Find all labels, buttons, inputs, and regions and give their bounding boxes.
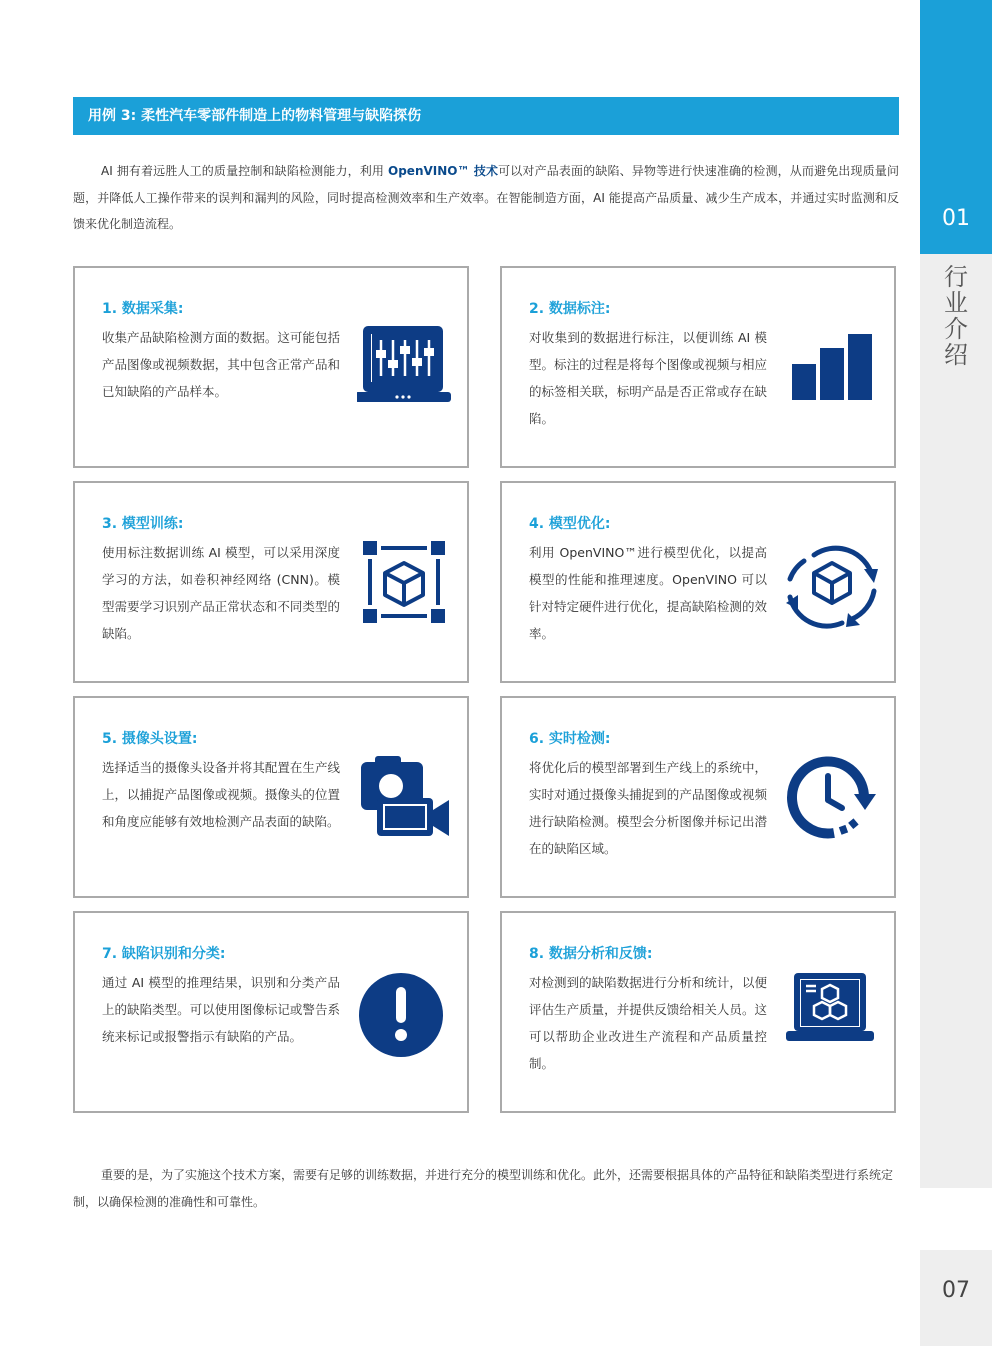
clock-realtime-icon: [784, 754, 884, 844]
card-title: 6. 实时检测:: [529, 731, 611, 747]
section-title: 用例 3: 柔性汽车零部件制造上的物料管理与缺陷探伤: [73, 97, 899, 135]
card-title: 8. 数据分析和反馈:: [529, 946, 653, 962]
cube-scan-icon: [357, 539, 457, 629]
control-panel-icon: [357, 324, 457, 414]
card-title: 2. 数据标注:: [529, 301, 611, 317]
step-card-model-training: [73, 481, 469, 683]
chapter-tab: [920, 0, 992, 254]
card-title: 1. 数据采集:: [102, 301, 184, 317]
step-card-data-labeling: [500, 266, 896, 468]
page-number-box: [920, 1250, 992, 1346]
step-card-camera-setup: [73, 696, 469, 898]
step-card-data-analysis: [500, 911, 896, 1113]
bar-chart-icon: [784, 324, 884, 414]
step-card-defect-classification: [73, 911, 469, 1113]
chapter-title: [920, 264, 992, 368]
card-body: 将优化后的模型部署到生产线上的系统中，实时对通过摄像头捕捉到的产品图像或视频进行缺陷检测。模型会分析图像并标记出潜在的缺陷区域。: [529, 760, 767, 856]
card-body: 通过 AI 模型的推理结果，识别和分类产品上的缺陷类型。可以使用图像标记或警告系统来标记或报警指示有缺陷的产品。: [102, 975, 340, 1044]
camera-video-icon: [357, 754, 457, 844]
card-body: 收集产品缺陷检测方面的数据。这可能包括产品图像或视频数据，其中包含正常产品和已知缺陷的产品样本。: [102, 330, 340, 399]
card-body: 对收集到的数据进行标注，以便训练 AI 模型。标注的过程是将每个图像或视频与相应的标签相关联，标明产品是否正常或存在缺陷。: [529, 330, 767, 426]
card-title: 3. 模型训练:: [102, 516, 184, 532]
step-card-data-collection: [73, 266, 469, 468]
chapter-number: 01: [942, 206, 970, 231]
intro-text: 可以对产品表面的缺陷、异物等进行快速准确的检测，从而避免出现质量问题，并降低人工操作带来的误判和漏判的风险，同时提高检测效率和生产效率。在智能制造方面，AI 能提高产品质量、减少生产成本，并通过实时监测和反馈来优化制造流程。: [73, 164, 899, 231]
card-title: 7. 缺陷识别和分类:: [102, 946, 226, 962]
step-card-model-optimization: [500, 481, 896, 683]
card-body: 利用 OpenVINO™进行模型优化，以提高模型的性能和推理速度。OpenVINO 可以针对特定硬件进行优化，提高缺陷检测的效率。: [529, 545, 767, 641]
step-card-realtime-detection: [500, 696, 896, 898]
card-body: 对检测到的缺陷数据进行分析和统计，以便评估生产质量，并提供反馈给相关人员。这可以帮助企业改进生产流程和产品质量控制。: [529, 975, 767, 1071]
card-body: 选择适当的摄像头设备并将其配置在生产线上，以捕捉产品图像或视频。摄像头的位置和角度应能够有效地检测产品表面的缺陷。: [102, 760, 340, 829]
chapter-title-strip: [920, 254, 992, 1188]
exclamation-icon: [357, 969, 457, 1059]
intro-text: AI 拥有着远胜人工的质量控制和缺陷检测能力，利用: [101, 164, 389, 178]
card-title: 5. 摄像头设置:: [102, 731, 198, 747]
chapter-title-char: 绍: [944, 341, 968, 369]
chapter-title-char: 介: [944, 315, 968, 343]
closing-paragraph: 重要的是，为了实施这个技术方案，需要有足够的训练数据，并进行充分的模型训练和优化。此外，还需要根据具体的产品特征和缺陷类型进行系统定制，以确保检测的准确性和可靠性。: [73, 1168, 894, 1209]
laptop-analytics-icon: [784, 969, 884, 1059]
intro-paragraph: [73, 158, 899, 238]
chapter-title-char: 业: [944, 289, 968, 317]
card-body: 使用标注数据训练 AI 模型，可以采用深度学习的方法，如卷积神经网络 (CNN)。模型需要学习识别产品正常状态和不同类型的缺陷。: [102, 545, 340, 641]
openvino-highlight: OpenVINO™ 技术: [388, 164, 499, 178]
page-number: 07: [942, 1278, 970, 1303]
card-title: 4. 模型优化:: [529, 516, 611, 532]
cube-refresh-icon: [784, 539, 884, 629]
chapter-title-char: 行: [944, 263, 968, 291]
